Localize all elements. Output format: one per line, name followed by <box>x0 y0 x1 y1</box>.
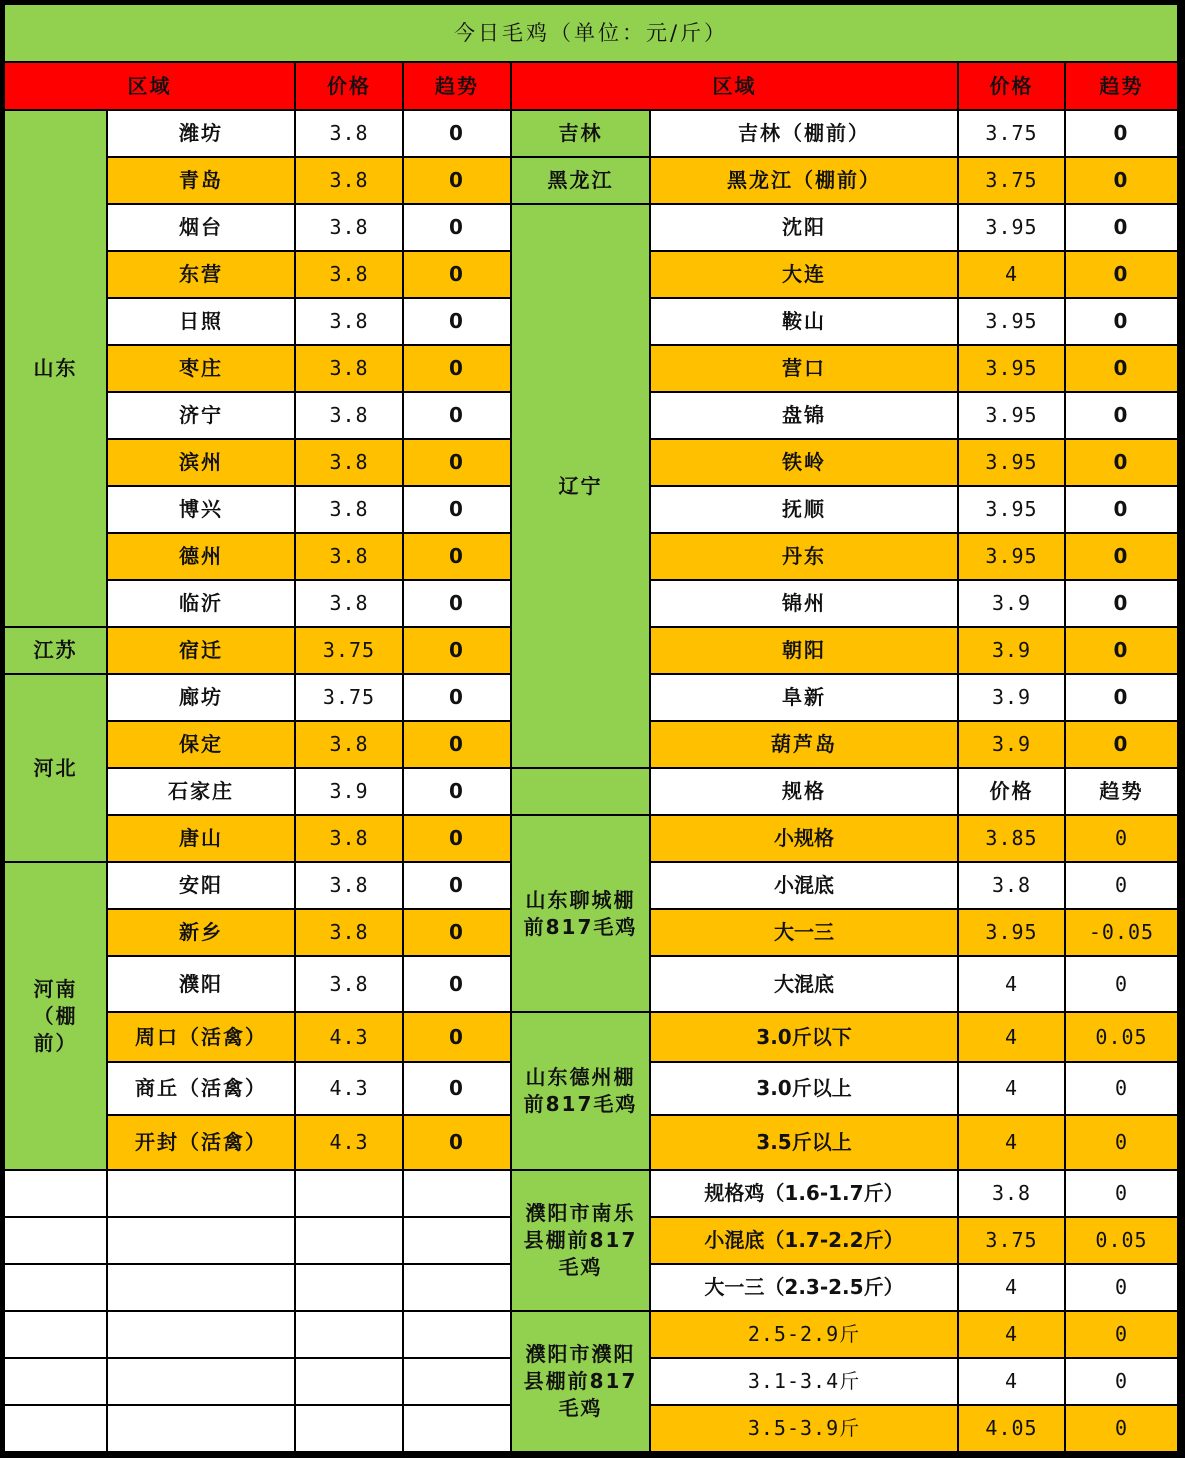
price-value: 3.75 <box>959 1218 1064 1263</box>
city-name: 沈阳 <box>651 205 957 250</box>
city-name: 大连 <box>651 252 957 297</box>
empty-cell <box>404 1312 510 1357</box>
trend-value: 0 <box>1066 1406 1177 1451</box>
city-name: 鞍山 <box>651 299 957 344</box>
city-name: 盘锦 <box>651 393 957 438</box>
price-value: 3.8 <box>959 1171 1064 1216</box>
city-name: 开封（活禽） <box>108 1116 294 1169</box>
city-name: 潍坊 <box>108 111 294 156</box>
city-name: 济宁 <box>108 393 294 438</box>
price-value: 3.8 <box>296 581 402 626</box>
spec-name: 3.0斤以上 <box>651 1063 957 1114</box>
empty-cell <box>5 1218 106 1263</box>
trend-value: 0 <box>1066 487 1177 532</box>
trend-value: 0 <box>1066 111 1177 156</box>
price-value: 3.8 <box>296 252 402 297</box>
city-name: 营口 <box>651 346 957 391</box>
city-name: 博兴 <box>108 487 294 532</box>
city-name: 黑龙江（棚前） <box>651 158 957 203</box>
city-name: 滨州 <box>108 440 294 485</box>
page-title: 今日毛鸡（单位：元/斤） <box>5 5 1177 61</box>
price-value: 3.9 <box>959 581 1064 626</box>
trend-value: 0 <box>404 816 510 861</box>
header-trend: 趋势 <box>404 63 510 109</box>
spec-header-trend: 趋势 <box>1066 769 1177 814</box>
price-value: 3.8 <box>296 534 402 579</box>
trend-value: 0 <box>404 440 510 485</box>
city-name: 丹东 <box>651 534 957 579</box>
price-value: 3.8 <box>296 863 402 908</box>
trend-value: 0 <box>404 393 510 438</box>
city-name: 新乡 <box>108 910 294 955</box>
empty-cell <box>108 1265 294 1310</box>
spec-region-label: 山东聊城棚前817毛鸡 <box>512 816 649 1011</box>
empty-cell <box>404 1171 510 1216</box>
spec-name: 小混底（1.7-2.2斤） <box>651 1218 957 1263</box>
city-name: 周口（活禽） <box>108 1013 294 1061</box>
province-label: 山东 <box>5 111 106 626</box>
price-value: 3.8 <box>296 722 402 767</box>
trend-value: 0 <box>404 581 510 626</box>
city-name: 廊坊 <box>108 675 294 720</box>
price-value: 4 <box>959 1312 1064 1357</box>
spec-name: 3.5斤以上 <box>651 1116 957 1169</box>
price-value: 3.75 <box>959 158 1064 203</box>
city-name: 抚顺 <box>651 487 957 532</box>
empty-cell <box>296 1359 402 1404</box>
price-value: 4 <box>959 1013 1064 1061</box>
trend-value: 0 <box>404 957 510 1011</box>
trend-value: 0 <box>404 252 510 297</box>
header-price: 价格 <box>296 63 402 109</box>
price-value: 3.8 <box>296 346 402 391</box>
trend-value: 0 <box>404 722 510 767</box>
empty-cell <box>296 1265 402 1310</box>
spec-name: 3.0斤以下 <box>651 1013 957 1061</box>
city-name: 吉林（棚前） <box>651 111 957 156</box>
header-price-right: 价格 <box>959 63 1064 109</box>
price-value: 3.8 <box>296 957 402 1011</box>
trend-value: 0 <box>404 910 510 955</box>
trend-value: 0 <box>1066 1265 1177 1310</box>
empty-cell <box>108 1359 294 1404</box>
empty-cell <box>404 1359 510 1404</box>
city-name: 锦州 <box>651 581 957 626</box>
empty-cell <box>404 1218 510 1263</box>
trend-value: 0 <box>1066 1171 1177 1216</box>
trend-value: 0 <box>404 487 510 532</box>
price-value: 4 <box>959 1116 1064 1169</box>
city-name: 日照 <box>108 299 294 344</box>
price-value: 3.9 <box>959 628 1064 673</box>
price-value: 3.75 <box>296 675 402 720</box>
trend-value: 0 <box>404 863 510 908</box>
price-value: 3.8 <box>296 816 402 861</box>
spec-name: 大一三（2.3-2.5斤） <box>651 1265 957 1310</box>
empty-cell <box>296 1171 402 1216</box>
trend-value: 0 <box>404 111 510 156</box>
trend-value: 0 <box>404 346 510 391</box>
price-value: 4.3 <box>296 1063 402 1114</box>
trend-value: 0 <box>404 299 510 344</box>
price-value: 3.8 <box>959 863 1064 908</box>
spec-region-label: 山东德州棚前817毛鸡 <box>512 1013 649 1169</box>
city-name: 阜新 <box>651 675 957 720</box>
province-label: 江苏 <box>5 628 106 673</box>
price-value: 3.95 <box>959 534 1064 579</box>
empty-cell <box>296 1406 402 1451</box>
city-name: 朝阳 <box>651 628 957 673</box>
empty-cell <box>5 1406 106 1451</box>
price-value: 4.3 <box>296 1013 402 1061</box>
spec-region-label: 濮阳市南乐县棚前817毛鸡 <box>512 1171 649 1310</box>
trend-value: 0 <box>1066 957 1177 1011</box>
trend-value: 0 <box>404 675 510 720</box>
trend-value: 0 <box>1066 299 1177 344</box>
trend-value: 0.05 <box>1066 1218 1177 1263</box>
spec-name: 3.5-3.9斤 <box>651 1406 957 1451</box>
price-value: 4 <box>959 957 1064 1011</box>
empty-cell <box>404 1265 510 1310</box>
empty-cell <box>108 1171 294 1216</box>
price-value: 3.95 <box>959 299 1064 344</box>
city-name: 枣庄 <box>108 346 294 391</box>
price-value: 3.95 <box>959 487 1064 532</box>
province-label: 黑龙江 <box>512 158 649 203</box>
trend-value: 0 <box>404 628 510 673</box>
empty-cell <box>5 1312 106 1357</box>
trend-value: 0 <box>404 534 510 579</box>
trend-value: 0 <box>1066 346 1177 391</box>
city-name: 铁岭 <box>651 440 957 485</box>
city-name: 青岛 <box>108 158 294 203</box>
spec-header-spec: 规格 <box>651 769 957 814</box>
price-value: 3.95 <box>959 910 1064 955</box>
spec-header-region <box>512 769 649 814</box>
price-value: 3.85 <box>959 816 1064 861</box>
trend-value: 0 <box>1066 252 1177 297</box>
trend-value: 0 <box>1066 158 1177 203</box>
city-name: 保定 <box>108 722 294 767</box>
city-name: 宿迁 <box>108 628 294 673</box>
trend-value: 0 <box>1066 1312 1177 1357</box>
price-value: 3.8 <box>296 158 402 203</box>
price-value: 3.8 <box>296 299 402 344</box>
price-value: 4.3 <box>296 1116 402 1169</box>
spec-name: 规格鸡（1.6-1.7斤） <box>651 1171 957 1216</box>
trend-value: 0 <box>1066 722 1177 767</box>
trend-value: 0 <box>404 1013 510 1061</box>
trend-value: 0.05 <box>1066 1013 1177 1061</box>
city-name: 濮阳 <box>108 957 294 1011</box>
price-value: 4 <box>959 1265 1064 1310</box>
trend-value: 0 <box>1066 393 1177 438</box>
spec-header-price: 价格 <box>959 769 1064 814</box>
city-name: 德州 <box>108 534 294 579</box>
trend-value: 0 <box>404 1116 510 1169</box>
spec-region-label: 濮阳市濮阳县棚前817毛鸡 <box>512 1312 649 1451</box>
price-value: 3.8 <box>296 440 402 485</box>
price-value: 3.8 <box>296 487 402 532</box>
spec-name: 大混底 <box>651 957 957 1011</box>
price-value: 3.9 <box>296 769 402 814</box>
trend-value: 0 <box>1066 628 1177 673</box>
price-value: 3.95 <box>959 393 1064 438</box>
province-label: 河南（棚前） <box>5 863 106 1169</box>
city-name: 临沂 <box>108 581 294 626</box>
city-name: 葫芦岛 <box>651 722 957 767</box>
empty-cell <box>296 1218 402 1263</box>
city-name: 东营 <box>108 252 294 297</box>
header-region: 区域 <box>5 63 294 109</box>
empty-cell <box>108 1218 294 1263</box>
trend-value: -0.05 <box>1066 910 1177 955</box>
empty-cell <box>296 1312 402 1357</box>
price-value: 3.75 <box>296 628 402 673</box>
price-value: 3.9 <box>959 675 1064 720</box>
city-name: 安阳 <box>108 863 294 908</box>
spec-name: 大一三 <box>651 910 957 955</box>
price-value: 4 <box>959 1359 1064 1404</box>
trend-value: 0 <box>1066 534 1177 579</box>
province-label: 吉林 <box>512 111 649 156</box>
trend-value: 0 <box>404 158 510 203</box>
trend-value: 0 <box>1066 1063 1177 1114</box>
price-value: 3.8 <box>296 910 402 955</box>
price-value: 4 <box>959 1063 1064 1114</box>
province-label: 辽宁 <box>512 205 649 767</box>
price-value: 3.9 <box>959 722 1064 767</box>
price-value: 3.8 <box>296 393 402 438</box>
trend-value: 0 <box>404 1063 510 1114</box>
header-region-right: 区域 <box>512 63 957 109</box>
empty-cell <box>404 1406 510 1451</box>
trend-value: 0 <box>1066 581 1177 626</box>
price-value: 3.95 <box>959 346 1064 391</box>
empty-cell <box>108 1312 294 1357</box>
city-name: 石家庄 <box>108 769 294 814</box>
spec-name: 3.1-3.4斤 <box>651 1359 957 1404</box>
trend-value: 0 <box>1066 675 1177 720</box>
trend-value: 0 <box>1066 1116 1177 1169</box>
spec-name: 2.5-2.9斤 <box>651 1312 957 1357</box>
spec-name: 小规格 <box>651 816 957 861</box>
price-value: 3.95 <box>959 440 1064 485</box>
empty-cell <box>5 1265 106 1310</box>
city-name: 烟台 <box>108 205 294 250</box>
trend-value: 0 <box>1066 1359 1177 1404</box>
price-value: 3.75 <box>959 111 1064 156</box>
price-value: 3.8 <box>296 111 402 156</box>
spec-name: 小混底 <box>651 863 957 908</box>
province-label: 河北 <box>5 675 106 861</box>
empty-cell <box>5 1171 106 1216</box>
empty-cell <box>108 1406 294 1451</box>
trend-value: 0 <box>404 205 510 250</box>
price-value: 3.8 <box>296 205 402 250</box>
city-name: 商丘（活禽） <box>108 1063 294 1114</box>
trend-value: 0 <box>404 769 510 814</box>
price-value: 4.05 <box>959 1406 1064 1451</box>
city-name: 唐山 <box>108 816 294 861</box>
trend-value: 0 <box>1066 863 1177 908</box>
price-value: 3.95 <box>959 205 1064 250</box>
price-value: 4 <box>959 252 1064 297</box>
header-trend-right: 趋势 <box>1066 63 1177 109</box>
trend-value: 0 <box>1066 816 1177 861</box>
trend-value: 0 <box>1066 205 1177 250</box>
empty-cell <box>5 1359 106 1404</box>
trend-value: 0 <box>1066 440 1177 485</box>
